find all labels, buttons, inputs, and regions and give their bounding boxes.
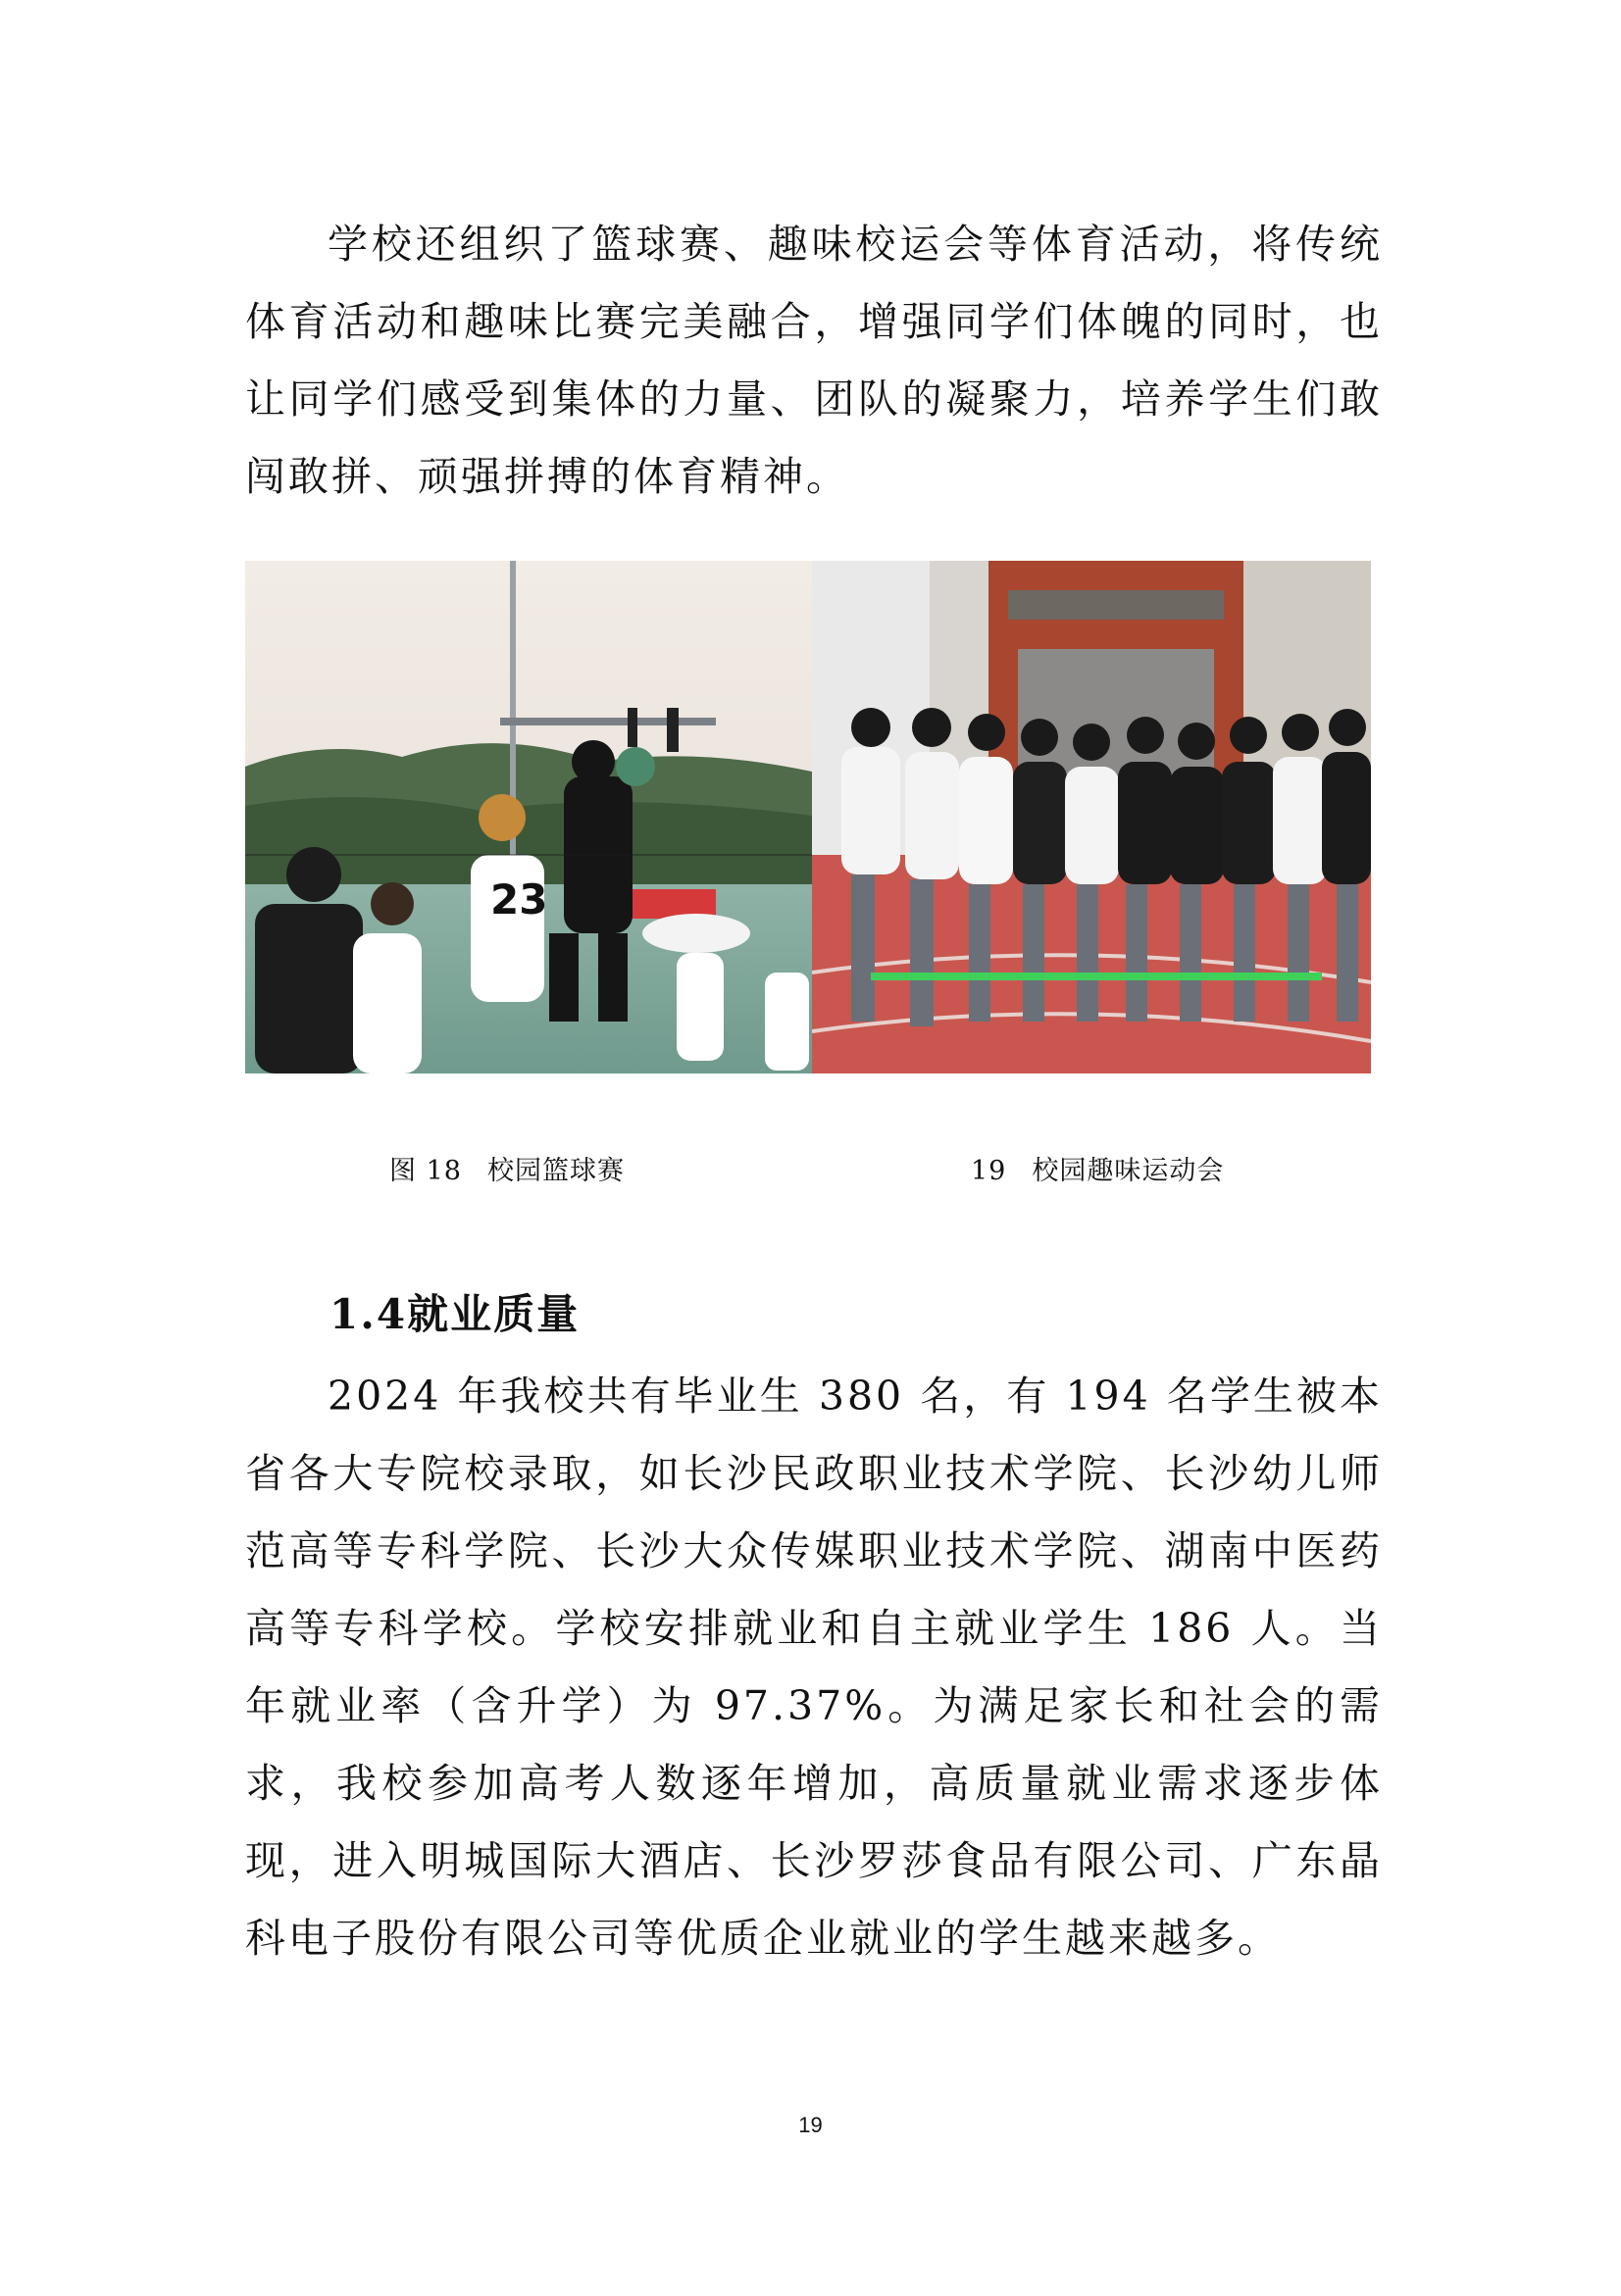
figure-18-label: 图 18 <box>389 1156 462 1186</box>
fun-sports-meet-photo <box>812 561 1371 1073</box>
paragraph-sports-activities: 学校还组织了篮球赛、趣味校运会等体育活动，将传统体育活动和趣味比赛完美融合，增强同学们体魄的同时，也让同学们感受到集体的力量、团队的凝聚力，培养学生们敢闯敢拼、顽强拼搏的体育精神。 <box>245 221 1383 500</box>
section-number: 1.4 <box>329 1290 408 1338</box>
svg-text:23: 23 <box>490 875 548 923</box>
figure-18-caption <box>389 1149 625 1187</box>
section-title: 就业质量 <box>407 1290 581 1338</box>
paragraph-employment-quality: 2024 年我校共有毕业生 380 名，有 194 名学生被本省各大专院校录取，如长沙民政职业技术学院、长沙幼儿师范高等专科学院、长沙大众传媒职业技术学院、湖南中医药高等专科学校。学校安排就业和自主就业学生 186 人。当年就业率（含升学）为 97.37%。为满足家长和社会的需求，我校参加高考人数逐年增加，高质量就业需求逐步体现，进入明城国际大酒店、长沙罗莎食品有限公司、广东晶科电子股份有限公司等优质企业就业的学生越来越多。 <box>245 1373 1383 1962</box>
figure-19-label: 19 <box>971 1156 1007 1186</box>
section-heading <box>329 1282 580 1341</box>
basketball-game-photo <box>245 561 812 1073</box>
figure-19-caption <box>971 1149 1224 1187</box>
figure-18-title: 校园篮球赛 <box>486 1156 625 1186</box>
figure-19-title: 校园趣味运动会 <box>1032 1156 1225 1186</box>
page-number: 19 <box>798 2113 823 2137</box>
